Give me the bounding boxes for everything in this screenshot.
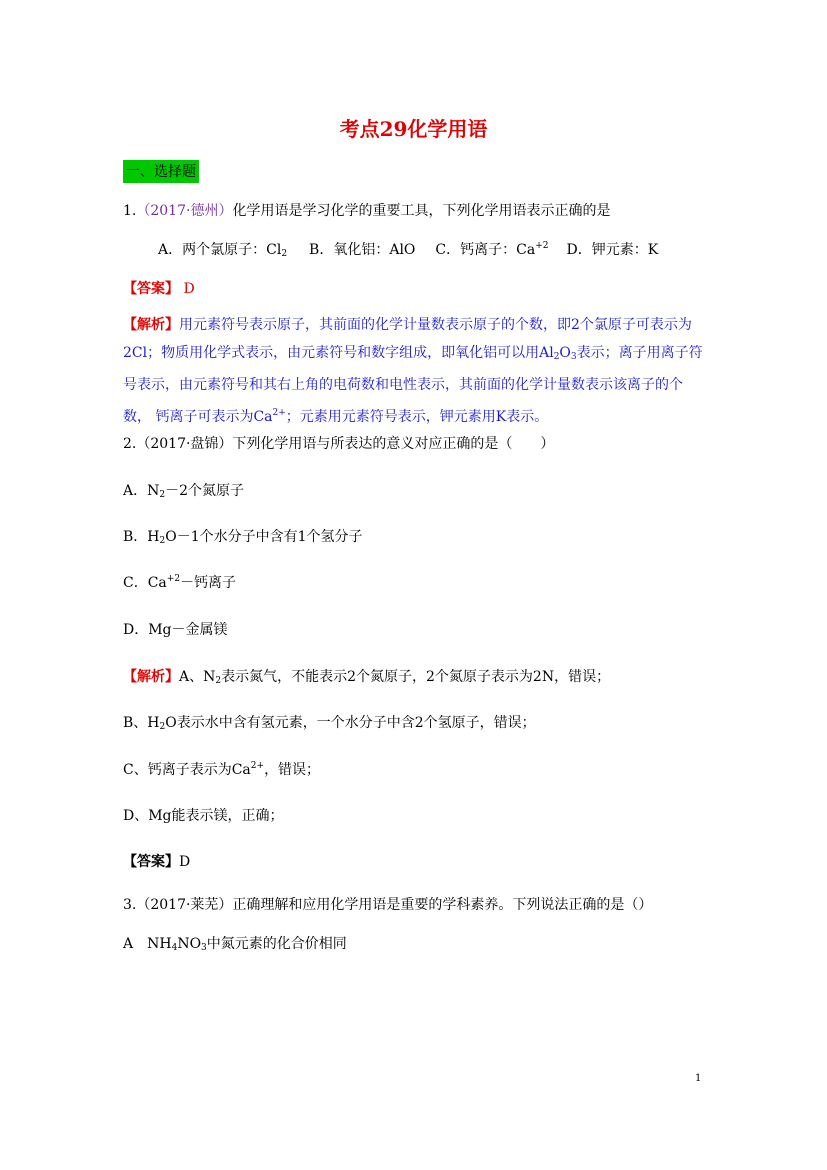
- q1-analysis-mid: O: [559, 345, 571, 361]
- q1-option-b: B．氧化铝：AlO: [309, 242, 416, 258]
- q2-analysis-line-1: [123, 666, 610, 686]
- q3-option-a: [123, 933, 347, 953]
- section-heading: 一、选择题: [123, 160, 199, 183]
- question-1-stem: [123, 200, 610, 220]
- q2-option-a-sub: 2: [159, 490, 166, 500]
- q2-option-b-sub: 2: [159, 536, 166, 546]
- question-2-stem: 2.（2017·盘锦）下列化学用语与所表达的意义对应正确的是（ ）: [123, 436, 555, 452]
- q1-analysis-text-2: 表示；离子用离子符号表示，由元素符号和其右上角的电荷数和电性表示，其前面的化学计量数表示该离子的个数， 钙离子可表示为Ca: [123, 345, 703, 425]
- q1-answer: [123, 278, 195, 298]
- q2-option-b-post: O－1个水分子中含有1个氢分子: [165, 529, 363, 545]
- q1-option-d: D．钾元素：K: [566, 242, 659, 258]
- question-1-options: [158, 239, 658, 259]
- q3-option-a-pre: A NH: [123, 936, 172, 952]
- q3-option-a-sub-2: 3: [201, 943, 207, 953]
- page-title: 考点29化学用语: [339, 117, 488, 141]
- q2-a1-pre: A、N: [179, 669, 216, 685]
- q2-a2-post: O表示水中含有氢元素，一个水分子中含2个氢原子，错误；: [165, 715, 536, 731]
- q1-option-a-sub: 2: [281, 249, 288, 259]
- q2-a3-sup: 2+: [250, 761, 265, 771]
- q1-analysis-text-1: 用元素符号表示原子，其前面的化学计量数表示原子的个数，即2个氯原子可表示为2Cl；物质用化学式表示，由元素符号和数字组成，即氧化铝可以用Al: [123, 317, 692, 361]
- q3-option-a-mid: NO: [177, 936, 202, 952]
- q2-answer-label: 【答案】: [123, 854, 179, 870]
- q2-analysis-line-3: [123, 759, 320, 779]
- q1-analysis-sup: 2+: [272, 408, 286, 418]
- q1-answer-value: D: [183, 281, 195, 297]
- q2-a2-sub: 2: [159, 722, 166, 732]
- q2-answer: [123, 851, 190, 871]
- q2-analysis-line-4: D、Mg能表示镁，正确；: [123, 808, 284, 824]
- q2-analysis-line-2: [123, 712, 536, 732]
- q2-a3-pre: C、钙离子表示为Ca: [123, 762, 251, 778]
- q2-a3-post: ，错误；: [264, 762, 321, 778]
- q3-option-a-post: 中氮元素的化合价相同: [206, 936, 347, 952]
- q1-analysis-sub-2: 3: [570, 352, 577, 362]
- q2-option-a-pre: A．N: [123, 483, 160, 499]
- q2-a2-pre: B、H: [123, 715, 160, 731]
- q1-number: 1.: [123, 203, 137, 219]
- q1-analysis-label: 【解析】: [123, 317, 179, 333]
- q1-option-c-sup: +2: [535, 241, 549, 251]
- q1-analysis: [123, 311, 703, 431]
- q1-stem-text: 化学用语是学习化学的重要工具，下列化学用语表示正确的是: [232, 203, 611, 219]
- q2-analysis-label: 【解析】: [123, 669, 179, 685]
- page-number: 1: [695, 1073, 702, 1084]
- q3-option-a-sub-1: 4: [171, 943, 178, 953]
- q2-option-d: D．Mg－金属镁: [123, 622, 228, 638]
- q1-option-c: C．钙离子：Ca: [435, 242, 536, 258]
- q1-source: （2017·德州）: [136, 203, 233, 219]
- q2-option-c-post: －钙离子: [180, 575, 237, 591]
- q2-answer-value: D: [179, 854, 191, 870]
- q2-option-c-sup: +2: [166, 574, 181, 584]
- q1-answer-label: 【答案】: [123, 281, 179, 297]
- q1-option-a: A．两个氯原子：Cl: [158, 242, 282, 258]
- q1-analysis-sub-1: 2: [553, 352, 560, 362]
- q2-option-b: [123, 526, 363, 546]
- q2-a1-post: 表示氮气，不能表示2个氮原子，2个氮原子表示为2N，错误；: [221, 669, 611, 685]
- q2-option-c: [123, 572, 236, 592]
- q2-option-a-post: －2个氮原子: [165, 483, 245, 499]
- question-3-stem: 3.（2017·莱芜）正确理解和应用化学用语是重要的学科素养。下列说法正确的是（）: [123, 897, 653, 913]
- q2-option-b-pre: B．H: [123, 529, 160, 545]
- q1-analysis-text-3: ；元素用元素符号表示，钾元素用K表示。: [285, 409, 549, 425]
- q2-a1-sub: 2: [215, 676, 222, 686]
- q2-option-c-pre: C．Ca: [123, 575, 167, 591]
- q2-option-a: [123, 480, 244, 500]
